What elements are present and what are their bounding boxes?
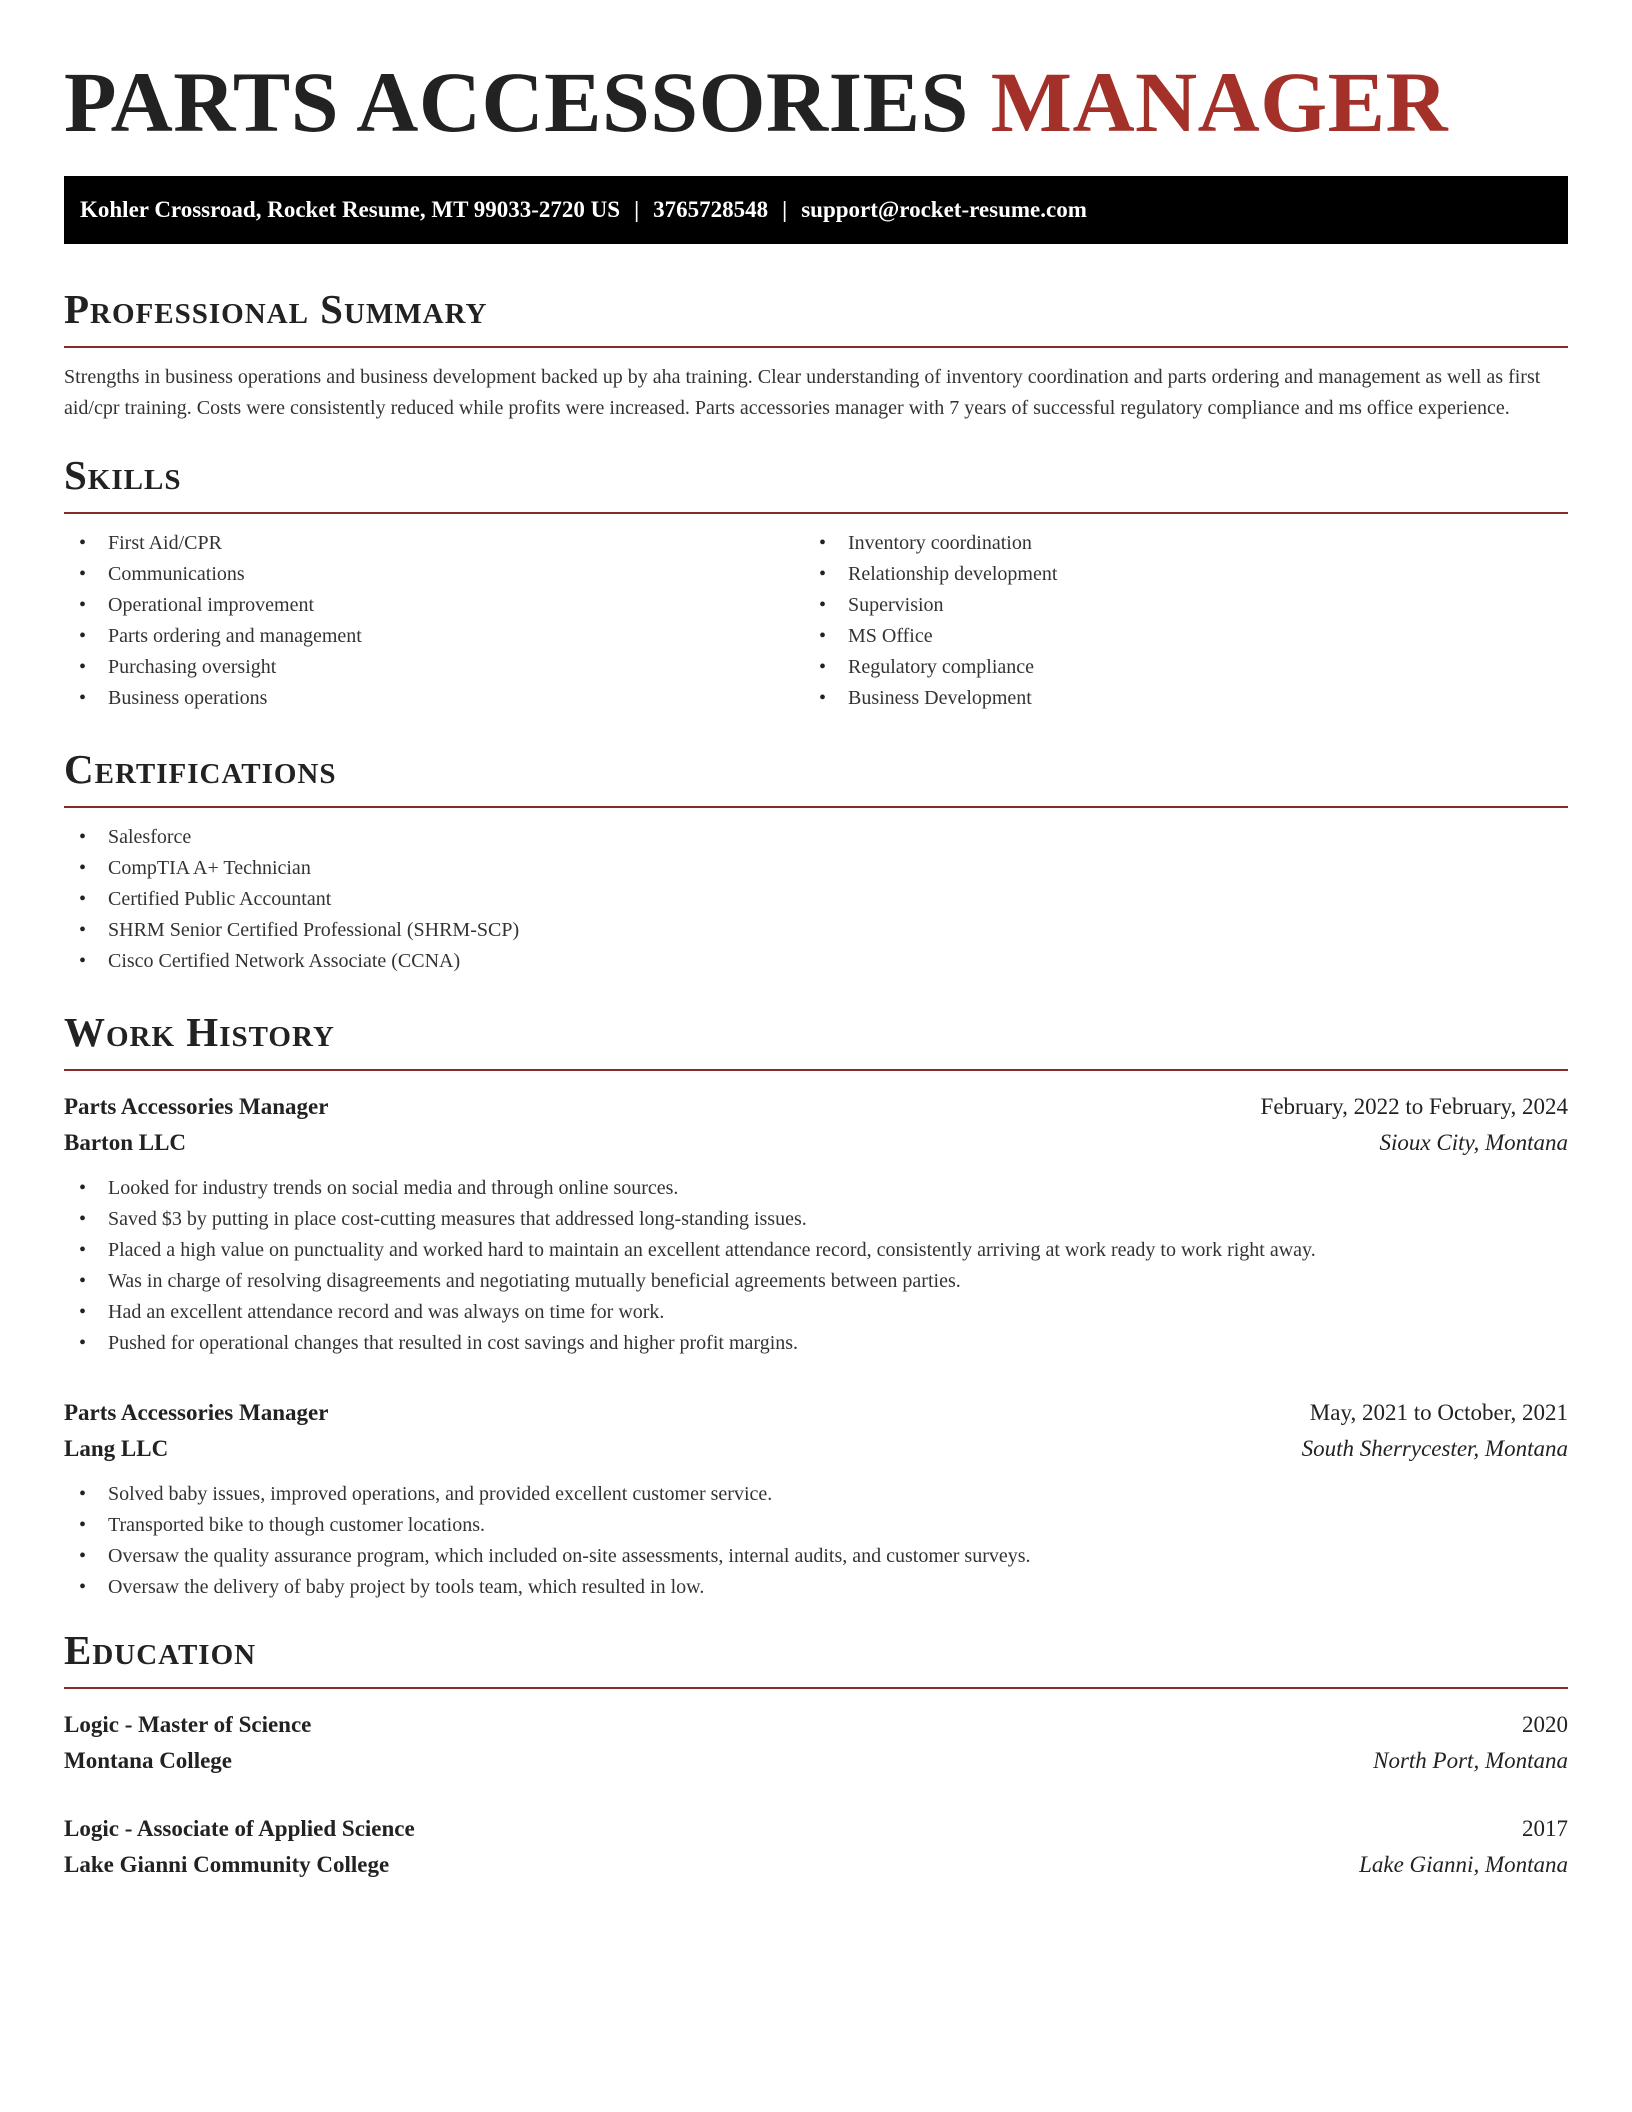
education-header-row bbox=[64, 1811, 1568, 1847]
education-entry bbox=[64, 1707, 1568, 1779]
skills-list-left bbox=[64, 528, 804, 714]
education-school-row bbox=[64, 1743, 1568, 1779]
job-bullet: • Was in charge of resolving disagreements and negotiating mutually beneficial agreements between parties. bbox=[64, 1266, 1568, 1297]
job-bullet: • Saved $3 by putting in place cost-cutting measures that addressed long-standing issues. bbox=[64, 1204, 1568, 1235]
job-bullet: • Had an excellent attendance record and was always on time for work. bbox=[64, 1297, 1568, 1328]
education-year: 2017 bbox=[1522, 1816, 1568, 1841]
education-school: Montana College bbox=[64, 1748, 233, 1773]
education-section bbox=[64, 1625, 1568, 1883]
skill-item: • Operational improvement bbox=[64, 590, 804, 621]
job-entry bbox=[64, 1089, 1568, 1359]
job-title: Parts Accessories Manager bbox=[64, 1094, 329, 1119]
education-location: North Port, Montana bbox=[1373, 1748, 1568, 1773]
certifications-list bbox=[64, 822, 1568, 977]
education-school: Lake Gianni Community College bbox=[64, 1852, 390, 1877]
contact-bar bbox=[64, 176, 1568, 244]
skill-item: • Purchasing oversight bbox=[64, 652, 804, 683]
job-bullet: • Oversaw the quality assurance program, which included on-site assessments, internal audits, and customer surveys. bbox=[64, 1541, 1568, 1572]
job-dates: February, 2022 to February, 2024 bbox=[1260, 1094, 1568, 1119]
job-company: Barton LLC bbox=[64, 1130, 187, 1155]
job-location: South Sherrycester, Montana bbox=[1301, 1436, 1568, 1461]
certifications-section bbox=[64, 744, 1568, 977]
skill-item: • Communications bbox=[64, 559, 804, 590]
skills-section bbox=[64, 450, 1568, 714]
job-company-row bbox=[64, 1431, 1568, 1467]
skills-list-right bbox=[804, 528, 1544, 714]
education-degree: Logic - Master of Science bbox=[64, 1712, 312, 1737]
section-title-work-history: Work History bbox=[64, 1009, 335, 1055]
contact-separator: | bbox=[634, 197, 640, 222]
job-bullet: • Transported bike to though customer locations. bbox=[64, 1510, 1568, 1541]
job-bullet: • Placed a high value on punctuality and worked hard to maintain an excellent attendance record, consistently arriving at work ready to work right away. bbox=[64, 1235, 1568, 1266]
job-bullets bbox=[64, 1173, 1568, 1359]
summary-section bbox=[64, 284, 1568, 424]
skill-item: • Inventory coordination bbox=[804, 528, 1544, 559]
skill-item: • MS Office bbox=[804, 621, 1544, 652]
job-bullet: • Pushed for operational changes that resulted in cost savings and higher profit margins. bbox=[64, 1328, 1568, 1359]
skill-item: • Parts ordering and management bbox=[64, 621, 804, 652]
section-divider bbox=[64, 1687, 1568, 1689]
job-company-row bbox=[64, 1125, 1568, 1161]
skill-item: • First Aid/CPR bbox=[64, 528, 804, 559]
job-header-row bbox=[64, 1089, 1568, 1125]
section-divider bbox=[64, 1069, 1568, 1071]
education-header-row bbox=[64, 1707, 1568, 1743]
certification-item: • Certified Public Accountant bbox=[64, 884, 1568, 915]
job-header-row bbox=[64, 1395, 1568, 1431]
section-divider bbox=[64, 806, 1568, 808]
job-dates: May, 2021 to October, 2021 bbox=[1309, 1400, 1568, 1425]
job-bullet: • Looked for industry trends on social media and through online sources. bbox=[64, 1173, 1568, 1204]
section-title-education: Education bbox=[64, 1627, 257, 1673]
skills-grid bbox=[64, 528, 1568, 714]
section-divider bbox=[64, 512, 1568, 514]
education-year: 2020 bbox=[1522, 1712, 1568, 1737]
work-history-section bbox=[64, 1007, 1568, 1603]
skill-item: • Regulatory compliance bbox=[804, 652, 1544, 683]
contact-separator: | bbox=[782, 197, 788, 222]
job-title: Parts Accessories Manager bbox=[64, 1400, 329, 1425]
section-title-certifications: Certifications bbox=[64, 746, 337, 792]
certification-item: • CompTIA A+ Technician bbox=[64, 853, 1568, 884]
certification-item: • Cisco Certified Network Associate (CCNA) bbox=[64, 946, 1568, 977]
certification-item: • SHRM Senior Certified Professional (SHRM-SCP) bbox=[64, 915, 1568, 946]
resume-name bbox=[64, 0, 1568, 152]
section-title-skills: Skills bbox=[64, 452, 182, 498]
job-company: Lang LLC bbox=[64, 1436, 169, 1461]
skill-item: • Business Development bbox=[804, 683, 1544, 714]
job-bullet: • Solved baby issues, improved operations, and provided excellent customer service. bbox=[64, 1479, 1568, 1510]
certification-item: • Salesforce bbox=[64, 822, 1568, 853]
skill-item: • Relationship development bbox=[804, 559, 1544, 590]
education-degree: Logic - Associate of Applied Science bbox=[64, 1816, 415, 1841]
job-bullets bbox=[64, 1479, 1568, 1603]
section-title-summary: Professional Summary bbox=[64, 286, 488, 332]
name-accent: MANAGER bbox=[990, 54, 1449, 150]
skill-item: • Supervision bbox=[804, 590, 1544, 621]
education-entry bbox=[64, 1811, 1568, 1883]
education-location: Lake Gianni, Montana bbox=[1359, 1852, 1568, 1877]
job-entry bbox=[64, 1395, 1568, 1603]
name-main: PARTS ACCESSORIES bbox=[64, 54, 969, 150]
skill-item: • Business operations bbox=[64, 683, 804, 714]
contact-address: Kohler Crossroad, Rocket Resume, MT 99033-2720 US bbox=[80, 197, 621, 222]
contact-email[interactable]: support@rocket-resume.com bbox=[801, 197, 1087, 222]
job-location: Sioux City, Montana bbox=[1379, 1130, 1568, 1155]
contact-phone[interactable]: 3765728548 bbox=[653, 197, 769, 222]
education-school-row bbox=[64, 1847, 1568, 1883]
summary-text: Strengths in business operations and business development backed up by aha training. Clear understanding of inventory coordination and parts ordering and management as well as first aid/cpr training. Costs were consistently reduced while profits were increased. Parts accessories manager with 7 years of successful regulatory compliance and ms office experience. bbox=[64, 366, 1541, 419]
job-bullet: • Oversaw the delivery of baby project by tools team, which resulted in low. bbox=[64, 1572, 1568, 1603]
section-divider bbox=[64, 346, 1568, 348]
